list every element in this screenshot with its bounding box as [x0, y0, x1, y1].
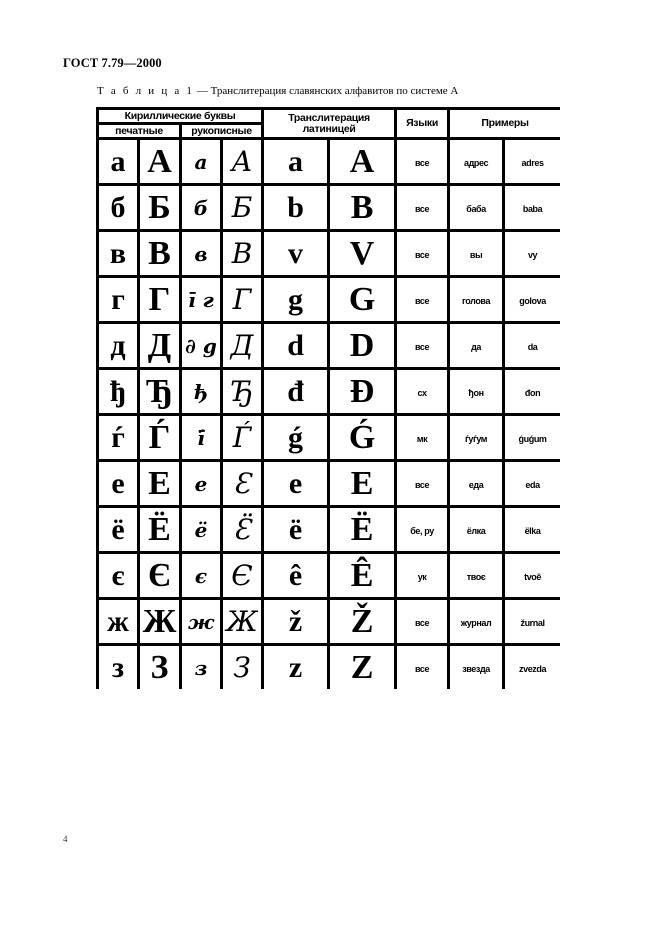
handwritten-lowercase-text: е — [194, 471, 208, 496]
latin-uppercase-text: E — [350, 464, 374, 502]
printed-lowercase-text: з — [111, 650, 125, 684]
transliteration-table-container — [96, 107, 560, 720]
handwritten-lowercase — [181, 553, 222, 599]
example-latin — [504, 139, 560, 185]
handwritten-lowercase-text: б — [193, 195, 209, 220]
table-row — [98, 599, 561, 645]
latin-uppercase — [329, 415, 396, 461]
handwritten-uppercase-text: Ɛ̈ — [233, 513, 251, 546]
languages-cell — [396, 277, 449, 323]
printed-lowercase — [98, 139, 139, 185]
latin-uppercase-text: Ǵ — [348, 418, 376, 456]
latin-uppercase — [329, 553, 396, 599]
handwritten-uppercase — [222, 139, 263, 185]
table-row — [98, 323, 561, 369]
handwritten-lowercase — [181, 231, 222, 277]
handwritten-uppercase — [222, 369, 263, 415]
latin-lowercase-text: ž — [288, 604, 303, 638]
header-examples: Примеры — [449, 109, 560, 139]
languages-cell — [396, 231, 449, 277]
languages-cell — [396, 139, 449, 185]
handwritten-uppercase — [222, 231, 263, 277]
handwritten-uppercase — [222, 185, 263, 231]
languages-cell — [396, 645, 449, 690]
printed-uppercase — [139, 323, 181, 369]
example-latin-text: vy — [527, 249, 538, 260]
latin-uppercase — [329, 323, 396, 369]
document-id: ГОСТ 7.79—2000 — [63, 56, 162, 70]
printed-lowercase — [98, 277, 139, 323]
printed-lowercase — [98, 507, 139, 553]
latin-uppercase — [329, 507, 396, 553]
example-latin-text: ǵuǵum — [518, 433, 547, 444]
handwritten-lowercase-text: ī г — [188, 287, 214, 312]
printed-lowercase-text: е — [111, 466, 125, 500]
example-latin-text: adres — [521, 157, 544, 168]
printed-lowercase — [98, 185, 139, 231]
latin-lowercase-text: a — [288, 144, 304, 178]
example-latin-text: zvezda — [518, 663, 547, 674]
latin-lowercase — [263, 139, 329, 185]
printed-uppercase-text: В — [148, 234, 171, 272]
example-cyrillic — [449, 369, 504, 415]
handwritten-uppercase-text: Є — [231, 559, 253, 592]
printed-uppercase — [139, 507, 181, 553]
example-latin — [504, 645, 560, 690]
latin-uppercase — [329, 599, 396, 645]
printed-uppercase — [139, 415, 181, 461]
table-row — [98, 369, 561, 415]
latin-uppercase-text: Ë — [350, 510, 374, 548]
printed-lowercase-text: д — [110, 328, 126, 362]
header-cyrillic-letters: Кириллические буквы — [98, 109, 263, 124]
example-latin — [504, 231, 560, 277]
table-row — [98, 185, 561, 231]
page-number: 4 — [63, 834, 68, 844]
printed-uppercase-text: Б — [148, 188, 171, 226]
table-caption — [97, 85, 458, 97]
table-row — [98, 231, 561, 277]
latin-uppercase-text: V — [349, 234, 375, 272]
languages-cell — [396, 369, 449, 415]
handwritten-uppercase — [222, 507, 263, 553]
latin-lowercase-text: ê — [288, 558, 303, 592]
handwritten-uppercase-text: З — [233, 651, 251, 684]
example-cyrillic — [449, 507, 504, 553]
printed-lowercase-text: ё — [111, 512, 125, 546]
printed-lowercase-text: ѓ — [111, 420, 125, 454]
printed-lowercase-text: ђ — [109, 374, 127, 408]
languages-cell-text: бе, ру — [410, 525, 434, 536]
example-latin — [504, 323, 560, 369]
latin-uppercase — [329, 369, 396, 415]
printed-uppercase — [139, 185, 181, 231]
latin-lowercase — [263, 507, 329, 553]
printed-lowercase — [98, 415, 139, 461]
latin-lowercase-text: d — [287, 328, 304, 362]
handwritten-lowercase — [181, 415, 222, 461]
latin-lowercase — [263, 645, 329, 690]
example-cyrillic-text: журнал — [460, 617, 492, 628]
latin-uppercase-text: Z — [350, 648, 374, 686]
header-row-1 — [98, 109, 561, 124]
handwritten-lowercase-text: ī́ — [197, 425, 205, 450]
latin-lowercase — [263, 461, 329, 507]
languages-cell-text: все — [414, 157, 430, 168]
example-cyrillic — [449, 231, 504, 277]
printed-uppercase — [139, 139, 181, 185]
handwritten-uppercase — [222, 645, 263, 690]
example-latin — [504, 415, 560, 461]
latin-lowercase-text: z — [288, 650, 303, 684]
latin-lowercase — [263, 231, 329, 277]
printed-uppercase-text: Є — [147, 556, 172, 594]
printed-lowercase — [98, 369, 139, 415]
latin-uppercase — [329, 645, 396, 690]
table-caption-label: Т а б л и ц а 1 — [97, 85, 195, 97]
handwritten-uppercase-text: Ѓ — [232, 421, 252, 454]
handwritten-lowercase-text: ж — [187, 609, 215, 634]
languages-cell-text: сх — [417, 387, 427, 398]
table-row — [98, 645, 561, 690]
latin-lowercase — [263, 323, 329, 369]
example-latin — [504, 277, 560, 323]
printed-lowercase — [98, 645, 139, 690]
table-body — [98, 139, 561, 690]
example-latin — [504, 369, 560, 415]
latin-lowercase-text: ë — [288, 512, 303, 546]
handwritten-uppercase — [222, 277, 263, 323]
example-cyrillic — [449, 599, 504, 645]
latin-uppercase — [329, 139, 396, 185]
latin-lowercase — [263, 369, 329, 415]
languages-cell-text: все — [414, 295, 430, 306]
languages-cell — [396, 507, 449, 553]
handwritten-lowercase — [181, 185, 222, 231]
printed-lowercase-text: б — [110, 190, 126, 224]
handwritten-lowercase — [181, 599, 222, 645]
latin-lowercase-text: g — [288, 282, 304, 316]
handwritten-lowercase-text: з — [194, 655, 208, 680]
handwritten-lowercase-text: а — [194, 149, 208, 174]
handwritten-uppercase-text: Ɛ — [233, 467, 251, 500]
example-cyrillic-text: ђон — [468, 387, 484, 398]
example-latin-text: golova — [519, 295, 546, 306]
printed-uppercase — [139, 553, 181, 599]
languages-cell — [396, 185, 449, 231]
handwritten-lowercase — [181, 323, 222, 369]
table-row — [98, 553, 561, 599]
printed-uppercase-text: А — [147, 142, 172, 180]
example-latin-text: da — [527, 341, 538, 352]
handwritten-uppercase-text: Г — [232, 283, 252, 316]
handwritten-lowercase — [181, 139, 222, 185]
latin-lowercase-text: e — [288, 466, 303, 500]
handwritten-uppercase-text: А — [231, 145, 253, 178]
example-latin-text: ëlka — [524, 525, 541, 536]
example-cyrillic-text: ѓуѓум — [465, 433, 488, 444]
handwritten-uppercase — [222, 323, 263, 369]
table-row — [98, 461, 561, 507]
latin-lowercase — [263, 277, 329, 323]
latin-uppercase — [329, 185, 396, 231]
printed-uppercase-text: Ђ — [145, 372, 174, 410]
example-cyrillic-text: голова — [462, 295, 491, 306]
example-cyrillic — [449, 185, 504, 231]
latin-uppercase-text: G — [348, 280, 376, 318]
handwritten-uppercase-text: В — [231, 237, 253, 270]
printed-uppercase — [139, 369, 181, 415]
printed-uppercase-text: Д — [147, 326, 172, 364]
handwritten-uppercase — [222, 553, 263, 599]
printed-uppercase-text: Ѓ — [148, 418, 171, 456]
printed-lowercase-text: а — [110, 144, 126, 178]
printed-lowercase — [98, 323, 139, 369]
printed-uppercase — [139, 231, 181, 277]
example-cyrillic-text: адрес — [463, 157, 489, 168]
handwritten-lowercase-text: ђ — [193, 379, 209, 404]
printed-lowercase-text: є — [111, 558, 125, 592]
handwritten-uppercase-text: Ђ — [230, 375, 254, 408]
handwritten-uppercase — [222, 415, 263, 461]
languages-cell-text: все — [414, 479, 430, 490]
latin-uppercase-text: Ž — [350, 602, 374, 640]
example-cyrillic-text: вы — [469, 249, 483, 260]
printed-lowercase-text: г — [111, 282, 125, 316]
handwritten-lowercase-text: є — [194, 563, 208, 588]
printed-lowercase-text: в — [109, 236, 127, 270]
latin-lowercase-text: v — [288, 236, 304, 270]
printed-uppercase-text: Г — [148, 280, 171, 318]
printed-uppercase-text: Ё — [148, 510, 171, 548]
printed-uppercase-text: Ж — [142, 602, 177, 640]
example-cyrillic — [449, 553, 504, 599]
handwritten-uppercase-text: Б — [231, 191, 253, 224]
printed-lowercase — [98, 231, 139, 277]
latin-uppercase-text: Ê — [350, 556, 374, 594]
table-row — [98, 507, 561, 553]
languages-cell — [396, 599, 449, 645]
printed-lowercase — [98, 461, 139, 507]
example-cyrillic — [449, 645, 504, 690]
latin-uppercase-text: D — [349, 326, 375, 364]
printed-uppercase — [139, 461, 181, 507]
table-row — [98, 277, 561, 323]
languages-cell — [396, 553, 449, 599]
example-latin-text: baba — [522, 203, 543, 214]
latin-uppercase-text: Đ — [349, 372, 375, 410]
example-cyrillic — [449, 277, 504, 323]
languages-cell-text: все — [414, 341, 430, 352]
languages-cell-text: мк — [416, 433, 428, 444]
handwritten-lowercase — [181, 461, 222, 507]
example-cyrillic-text: да — [471, 341, 481, 352]
example-cyrillic-text: твоє — [466, 571, 486, 582]
printed-lowercase — [98, 599, 139, 645]
handwritten-uppercase — [222, 461, 263, 507]
example-latin — [504, 553, 560, 599]
handwritten-lowercase-text: ё — [194, 517, 208, 542]
languages-cell — [396, 415, 449, 461]
handwritten-lowercase-text: ∂ g — [185, 333, 217, 358]
latin-lowercase — [263, 415, 329, 461]
languages-cell-text: все — [414, 249, 430, 260]
languages-cell — [396, 461, 449, 507]
handwritten-lowercase — [181, 507, 222, 553]
example-latin-text: eda — [525, 479, 540, 490]
latin-uppercase-text: B — [350, 188, 374, 226]
latin-uppercase — [329, 461, 396, 507]
handwritten-lowercase — [181, 369, 222, 415]
example-cyrillic-text: баба — [466, 203, 486, 214]
languages-cell-text: все — [414, 203, 430, 214]
latin-uppercase-text: A — [349, 142, 375, 180]
handwritten-uppercase — [222, 599, 263, 645]
languages-cell-text: все — [414, 617, 430, 628]
example-cyrillic-text: звезда — [462, 663, 490, 674]
latin-uppercase — [329, 277, 396, 323]
printed-lowercase — [98, 553, 139, 599]
example-cyrillic-text: еда — [468, 479, 484, 490]
example-latin — [504, 461, 560, 507]
example-latin — [504, 599, 560, 645]
header-handwritten: рукописные — [181, 124, 263, 139]
example-latin-text: tvoê — [524, 571, 541, 582]
transliteration-table — [96, 107, 560, 689]
handwritten-lowercase-text: в — [194, 241, 208, 266]
example-cyrillic — [449, 323, 504, 369]
example-latin — [504, 507, 560, 553]
example-cyrillic — [449, 139, 504, 185]
handwritten-lowercase — [181, 277, 222, 323]
example-latin — [504, 185, 560, 231]
printed-uppercase-text: Е — [148, 464, 171, 502]
handwritten-uppercase-text: Д — [230, 329, 254, 362]
table-row — [98, 415, 561, 461]
languages-cell — [396, 323, 449, 369]
printed-uppercase — [139, 277, 181, 323]
latin-uppercase — [329, 231, 396, 277]
printed-uppercase-text: З — [150, 648, 169, 686]
example-cyrillic — [449, 415, 504, 461]
handwritten-lowercase — [181, 645, 222, 690]
header-languages: Языки — [396, 109, 449, 139]
example-latin-text: žurnal — [520, 617, 545, 628]
header-transliteration: Транслитерация латиницей — [263, 109, 396, 139]
table-caption-text: — Транслитерация славянских алфавитов по системе А — [194, 85, 459, 97]
example-cyrillic — [449, 461, 504, 507]
latin-lowercase-text: ǵ — [288, 420, 304, 454]
latin-lowercase-text: b — [287, 190, 304, 224]
latin-lowercase — [263, 599, 329, 645]
latin-lowercase-text: đ — [287, 374, 304, 408]
handwritten-uppercase-text: Ж — [226, 605, 258, 638]
header-printed: печатные — [98, 124, 181, 139]
printed-lowercase-text: ж — [107, 604, 129, 638]
example-latin-text: đon — [524, 387, 541, 398]
languages-cell-text: все — [414, 663, 430, 674]
languages-cell-text: ук — [417, 571, 427, 582]
printed-uppercase — [139, 645, 181, 690]
latin-lowercase — [263, 553, 329, 599]
printed-uppercase — [139, 599, 181, 645]
latin-lowercase — [263, 185, 329, 231]
example-cyrillic-text: ёлка — [466, 525, 486, 536]
table-row — [98, 139, 561, 185]
